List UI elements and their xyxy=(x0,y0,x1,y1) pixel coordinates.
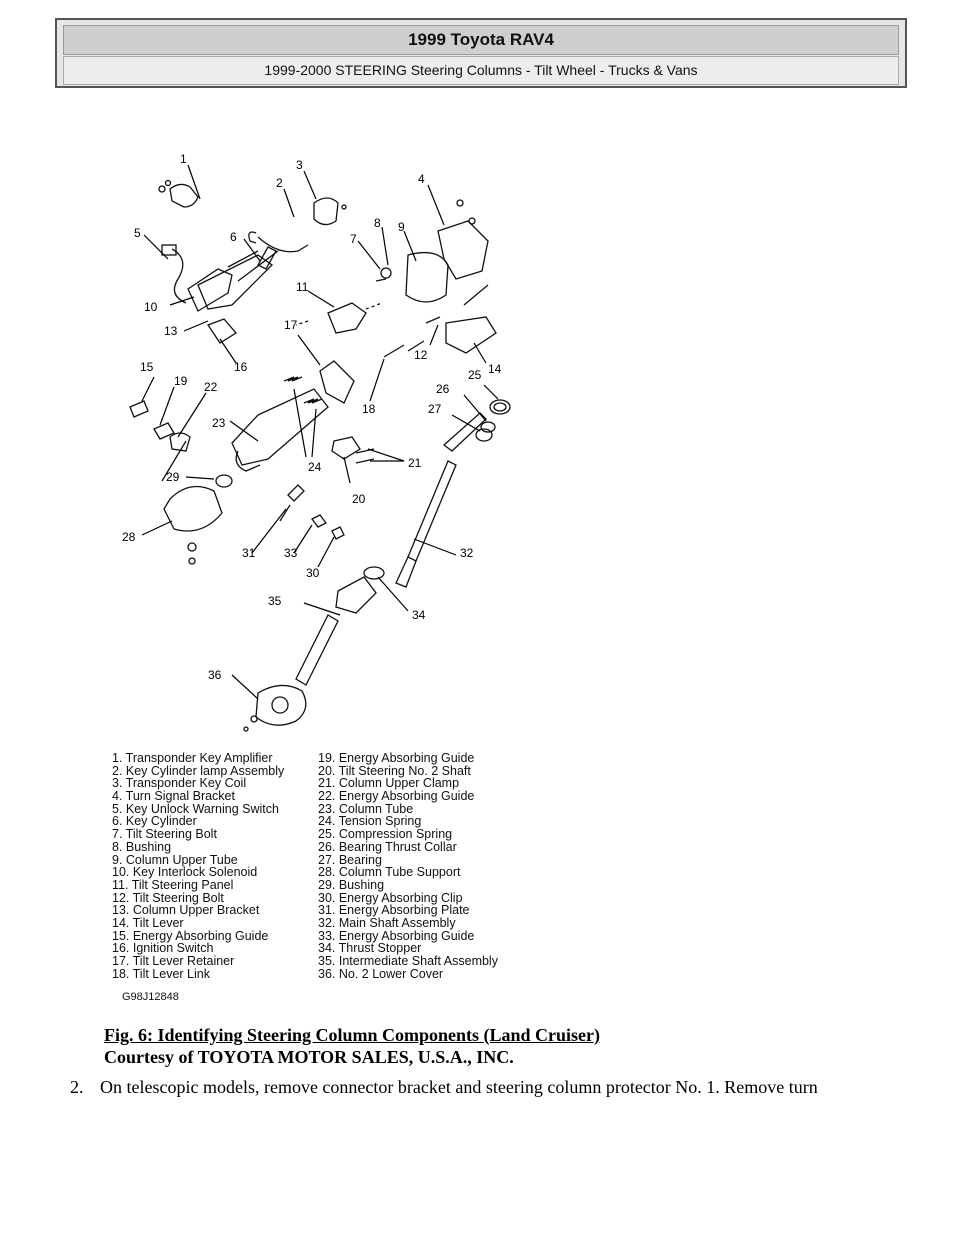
callout-21: 21 xyxy=(408,456,422,470)
figure-courtesy: Courtesy of TOYOTA MOTOR SALES, U.S.A., INC. xyxy=(104,1047,514,1067)
legend-item: 28. Column Tube Support xyxy=(318,865,461,880)
legend-column-left xyxy=(112,752,317,980)
legend-item: 29. Bushing xyxy=(318,877,385,892)
legend-item: 11. Tilt Steering Panel xyxy=(112,877,234,892)
part-16-shape xyxy=(208,319,236,343)
part-35-shape xyxy=(336,577,376,613)
part-11-shape xyxy=(328,303,366,333)
part-28-shape xyxy=(164,487,222,532)
figure-code: G98J12848 xyxy=(122,991,179,1003)
legend-item: 13. Column Upper Bracket xyxy=(112,903,260,918)
callout-7: 7 xyxy=(350,232,357,246)
legend-item: 34. Thrust Stopper xyxy=(318,941,422,956)
legend-item: 16. Ignition Switch xyxy=(112,941,214,956)
callout-6: 6 xyxy=(230,230,237,244)
callout-18: 18 xyxy=(362,402,376,416)
legend-item: 5. Key Unlock Warning Switch xyxy=(112,801,279,816)
callout-12: 12 xyxy=(414,348,428,362)
legend-item: 24. Tension Spring xyxy=(318,814,422,829)
legend-item: 26. Bearing Thrust Collar xyxy=(318,839,457,854)
part-36-shape xyxy=(256,685,306,725)
legend-item: 33. Energy Absorbing Guide xyxy=(318,928,475,943)
callout-31: 31 xyxy=(242,546,256,560)
part-4-shape xyxy=(438,221,488,279)
callout-25: 25 xyxy=(468,368,482,382)
legend-item: 6. Key Cylinder xyxy=(112,814,197,829)
part-34-shape xyxy=(364,567,384,579)
figure-title-link[interactable]: Fig. 6: Identifying Steering Column Components (Land Cruiser) xyxy=(104,1025,601,1045)
legend-item: 12. Tilt Steering Bolt xyxy=(112,890,224,905)
callout-22: 22 xyxy=(204,380,218,394)
callout-14: 14 xyxy=(488,362,502,376)
callout-labels xyxy=(122,152,502,682)
callout-5: 5 xyxy=(134,226,141,240)
legend-item: 31. Energy Absorbing Plate xyxy=(318,903,470,918)
legend-item: 27. Bearing xyxy=(318,852,382,867)
legend-item: 17. Tilt Lever Retainer xyxy=(112,954,235,968)
callout-3: 3 xyxy=(296,158,303,172)
document-header xyxy=(55,18,907,88)
part-17-shape xyxy=(320,361,354,403)
callout-23: 23 xyxy=(212,416,226,430)
callout-16: 16 xyxy=(234,360,248,374)
callout-34: 34 xyxy=(412,608,426,622)
part-25-shape xyxy=(490,400,510,414)
part-10-shape xyxy=(188,269,232,311)
legend-item: 35. Intermediate Shaft Assembly xyxy=(318,954,498,968)
vehicle-title: 1999 Toyota RAV4 xyxy=(63,25,899,55)
legend-item: 15. Energy Absorbing Guide xyxy=(112,928,269,943)
legend-item: 8. Bushing xyxy=(112,839,172,854)
part-22-shape xyxy=(170,433,190,451)
callout-1: 1 xyxy=(180,152,187,166)
legend-item: 4. Turn Signal Bracket xyxy=(112,789,235,804)
legend-item: 30. Energy Absorbing Clip xyxy=(318,890,463,905)
figure-caption xyxy=(104,1024,600,1068)
part-29-shape xyxy=(216,475,232,487)
callout-36: 36 xyxy=(208,668,222,682)
part-33-shape xyxy=(312,515,326,527)
legend-item: 3. Transponder Key Coil xyxy=(112,776,247,791)
callout-2: 2 xyxy=(276,176,283,190)
legend-item: 1. Transponder Key Amplifier xyxy=(112,751,273,765)
callout-35: 35 xyxy=(268,594,282,608)
legend-item: 7. Tilt Steering Bolt xyxy=(112,827,217,842)
callout-26: 26 xyxy=(436,382,450,396)
part-15-shape xyxy=(130,401,148,417)
callout-4: 4 xyxy=(418,172,425,186)
callout-29: 29 xyxy=(166,470,180,484)
part-1-shape xyxy=(170,184,198,207)
callout-24: 24 xyxy=(308,460,322,474)
legend-column-right xyxy=(318,752,538,980)
callout-27: 27 xyxy=(428,402,442,416)
legend-item: 25. Compression Spring xyxy=(318,827,453,842)
part-5-shape xyxy=(172,249,186,303)
legend-item: 10. Key Interlock Solenoid xyxy=(112,865,258,880)
legend-item: 18. Tilt Lever Link xyxy=(112,966,210,981)
steering-column-diagram xyxy=(108,145,528,755)
step-number: 2. xyxy=(70,1077,84,1097)
legend-item: 23. Column Tube xyxy=(318,801,414,816)
callout-9: 9 xyxy=(398,220,405,234)
part-20-shape xyxy=(332,437,360,459)
part-14-shape xyxy=(446,317,496,353)
legend-item: 9. Column Upper Tube xyxy=(112,852,238,867)
callout-17: 17 xyxy=(284,318,298,332)
legend-item: 36. No. 2 Lower Cover xyxy=(318,966,444,981)
callout-30: 30 xyxy=(306,566,320,580)
callout-11: 11 xyxy=(296,280,309,294)
part-2-shape xyxy=(258,237,308,252)
callout-13: 13 xyxy=(164,324,178,338)
legend-item: 2. Key Cylinder lamp Assembly xyxy=(112,763,285,778)
procedure-step xyxy=(70,1076,818,1098)
callout-19: 19 xyxy=(174,374,188,388)
part-9-shape xyxy=(406,253,448,302)
callout-32: 32 xyxy=(460,546,474,560)
part-12-shape xyxy=(426,317,440,323)
part-24-shape xyxy=(284,377,322,403)
part-3-shape xyxy=(314,198,338,225)
legend-item: 14. Tilt Lever xyxy=(112,915,184,930)
legend-item: 22. Energy Absorbing Guide xyxy=(318,789,475,804)
legend-item: 21. Column Upper Clamp xyxy=(318,776,460,791)
part-32-shape xyxy=(444,413,486,451)
callout-10: 10 xyxy=(144,300,158,314)
part-8-shape xyxy=(381,268,391,278)
callout-20: 20 xyxy=(352,492,366,506)
section-subtitle: 1999-2000 STEERING Steering Columns - Tilt Wheel - Trucks & Vans xyxy=(63,56,899,85)
legend-item: 20. Tilt Steering No. 2 Shaft xyxy=(318,763,471,778)
legend-item: 32. Main Shaft Assembly xyxy=(318,915,456,930)
part-6-shape xyxy=(258,247,276,269)
callout-15: 15 xyxy=(140,360,154,374)
callout-28: 28 xyxy=(122,530,136,544)
callout-8: 8 xyxy=(374,216,381,230)
callout-33: 33 xyxy=(284,546,298,560)
legend-item: 19. Energy Absorbing Guide xyxy=(318,751,475,765)
step-text: On telescopic models, remove connector bracket and steering column protector No. 1. Remove turn xyxy=(100,1077,818,1097)
part-31-shape xyxy=(280,485,304,521)
